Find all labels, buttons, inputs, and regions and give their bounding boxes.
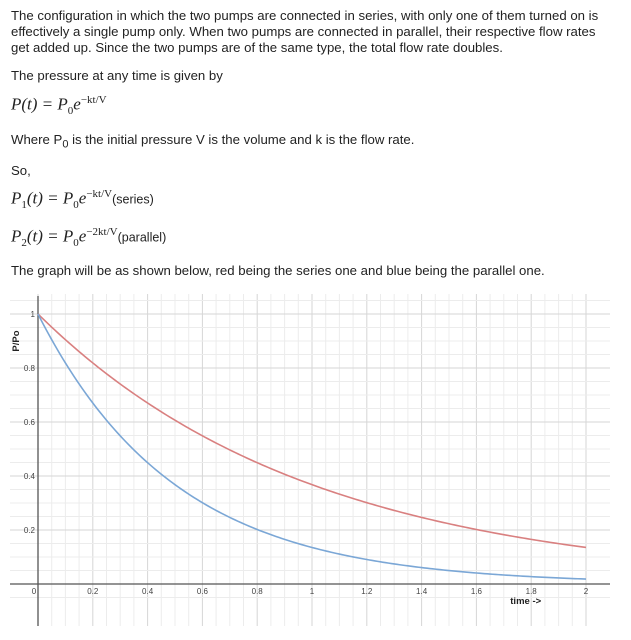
eq1-note: (series) (112, 192, 154, 207)
intro-paragraph: The configuration in which the two pumps are connected in series, with only one of them turned on is effectively a single pump only. When two pumps are connected in parallel, their respective flow rates get added up. Since the two pumps are of the same type, the total flow rate doubles. (11, 8, 599, 55)
y-tick-label: 0.8 (23, 364, 35, 373)
eq1-sub: 1 (21, 199, 27, 212)
eq0-sub: 0 (67, 105, 74, 118)
eq2-e: e (78, 226, 87, 246)
eq1-mid: (t) = P (26, 188, 74, 208)
equation-series (11, 188, 154, 211)
x-tick-label: 2 (583, 587, 589, 596)
eq2-mid: (t) = P (26, 226, 74, 246)
decay-chart (0, 286, 620, 631)
eq1-e: e (78, 188, 87, 208)
x-tick-label: 1 (309, 587, 315, 596)
eq0-exponent: −kt/V (80, 94, 107, 106)
y-tick-label: 0.2 (23, 526, 35, 535)
x-tick-label: 0.2 (87, 587, 99, 596)
graph-description: The graph will be as shown below, red being the series one and blue being the parallel one. (11, 263, 545, 278)
where-before: Where P (11, 132, 63, 147)
y-axis-label: P/Po (11, 330, 22, 352)
where-text (11, 132, 611, 153)
so-text: So, (11, 163, 31, 178)
eq0-e: e (73, 94, 81, 114)
equation-pressure (11, 94, 107, 117)
y-tick-label: 0.6 (23, 418, 35, 427)
x-tick-label: 1.2 (361, 587, 373, 596)
eq2-sub0: 0 (73, 237, 79, 250)
eq1-p: P (11, 188, 22, 208)
eq1-exponent: −kt/V (86, 188, 113, 200)
eq1-sub0: 0 (73, 199, 79, 212)
x-tick-label: 1.4 (416, 587, 428, 596)
where-sub: 0 (62, 138, 69, 151)
x-tick-label: 0.8 (251, 587, 263, 596)
x-axis-label: time -> (510, 596, 542, 607)
y-tick-label: 1 (30, 310, 35, 319)
eq2-exponent: −2kt/V (86, 226, 118, 238)
eq0-lhs: P(t) = P (11, 94, 68, 114)
equation-parallel (11, 226, 166, 249)
y-tick-label: 0.4 (23, 472, 35, 481)
pressure-intro-text: The pressure at any time is given by (11, 68, 223, 83)
x-tick-label: 0.6 (196, 587, 208, 596)
where-after: is the initial pressure V is the volume and k is the flow rate. (68, 132, 415, 147)
x-tick-label: 1.8 (525, 587, 537, 596)
eq2-note: (parallel) (117, 230, 167, 245)
eq2-sub: 2 (21, 237, 27, 250)
x-tick-label: 1.6 (470, 587, 482, 596)
x-tick-label: 0 (31, 587, 37, 596)
x-tick-label: 0.4 (142, 587, 154, 596)
eq2-p: P (11, 226, 22, 246)
